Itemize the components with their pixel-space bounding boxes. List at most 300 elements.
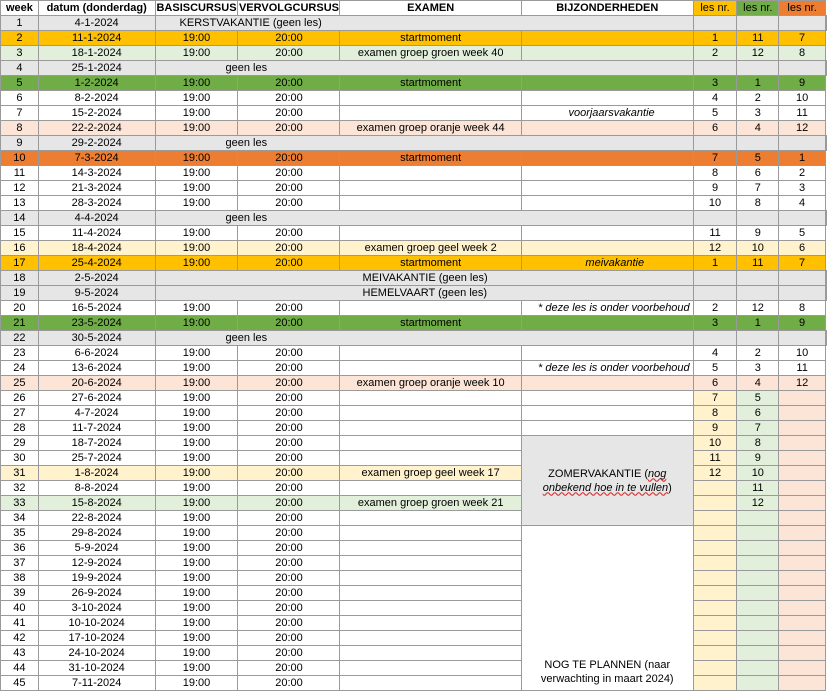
bz-cell	[693, 271, 737, 286]
table-row	[1, 136, 827, 151]
les1-cell	[737, 331, 779, 346]
basis-time-cell: 19:00	[155, 586, 238, 601]
les1-cell: 2	[693, 46, 737, 61]
basis-time-cell: 19:00	[155, 436, 238, 451]
les2-cell: 11	[737, 481, 779, 496]
date-cell: 22-2-2024	[38, 121, 155, 136]
table-row	[1, 586, 827, 601]
week-cell: 36	[1, 541, 39, 556]
les2-cell	[779, 61, 826, 76]
week-cell: 37	[1, 556, 39, 571]
les2-cell: 4	[737, 121, 779, 136]
les2-cell: 9	[737, 226, 779, 241]
basis-time-cell: 19:00	[155, 421, 238, 436]
table-row	[1, 121, 827, 136]
vervolg-time-cell: 20:00	[238, 496, 340, 511]
examen-cell	[340, 406, 521, 421]
basis-time-cell: 19:00	[155, 391, 238, 406]
week-cell: 6	[1, 91, 39, 106]
examen-cell: examen groep groen week 21	[340, 496, 521, 511]
les2-cell: 2	[737, 346, 779, 361]
table-row	[1, 421, 827, 436]
date-cell: 14-3-2024	[38, 166, 155, 181]
les1-cell: 5	[693, 106, 737, 121]
examen-cell: examen groep oranje week 44	[340, 121, 521, 136]
vervolg-time-cell: 20:00	[238, 466, 340, 481]
les2-cell: 9	[737, 451, 779, 466]
examen-cell: examen groep geel week 17	[340, 466, 521, 481]
basis-time-cell: 19:00	[155, 301, 238, 316]
les2-cell: 11	[737, 256, 779, 271]
date-cell: 4-1-2024	[38, 16, 155, 31]
date-cell: 8-2-2024	[38, 91, 155, 106]
les1-cell: 6	[693, 121, 737, 136]
week-cell: 34	[1, 511, 39, 526]
header-week: week	[1, 1, 39, 16]
les2-cell	[737, 601, 779, 616]
basis-time-cell: 19:00	[155, 406, 238, 421]
table-row	[1, 511, 827, 526]
date-cell: 15-2-2024	[38, 106, 155, 121]
table-row	[1, 631, 827, 646]
week-cell: 29	[1, 436, 39, 451]
date-cell: 25-4-2024	[38, 256, 155, 271]
bijzonderheden-cell	[521, 91, 693, 106]
schedule-body	[1, 16, 827, 691]
les3-cell	[826, 286, 827, 301]
table-row	[1, 91, 827, 106]
basis-time-cell: 19:00	[155, 646, 238, 661]
les1-cell	[737, 61, 779, 76]
les2-cell: 6	[737, 166, 779, 181]
les2-cell	[779, 16, 826, 31]
nog-te-plannen-note	[521, 526, 693, 691]
les2-cell: 8	[737, 196, 779, 211]
examen-cell	[340, 361, 521, 376]
vervolg-time-cell: 20:00	[238, 316, 340, 331]
week-cell: 35	[1, 526, 39, 541]
date-cell: 5-9-2024	[38, 541, 155, 556]
date-cell: 25-1-2024	[38, 61, 155, 76]
les1-cell: 10	[693, 436, 737, 451]
table-row	[1, 481, 827, 496]
table-row	[1, 226, 827, 241]
week-cell: 30	[1, 451, 39, 466]
week-cell: 19	[1, 286, 39, 301]
basis-time-cell: 19:00	[155, 631, 238, 646]
examen-cell	[340, 481, 521, 496]
table-row	[1, 166, 827, 181]
les3-cell: 11	[779, 361, 826, 376]
vervolg-time-cell: 20:00	[238, 241, 340, 256]
vervolg-time-cell: 20:00	[238, 391, 340, 406]
les1-cell: 3	[693, 316, 737, 331]
basis-time-cell: 19:00	[155, 496, 238, 511]
table-row	[1, 601, 827, 616]
bz-cell	[693, 331, 737, 346]
les1-cell	[693, 571, 737, 586]
vervolg-time-cell: 20:00	[238, 646, 340, 661]
vervolg-time-cell: 20:00	[238, 616, 340, 631]
week-cell: 8	[1, 121, 39, 136]
table-row	[1, 151, 827, 166]
table-row	[1, 466, 827, 481]
week-cell: 43	[1, 646, 39, 661]
basis-time-cell: 19:00	[155, 106, 238, 121]
date-cell: 10-10-2024	[38, 616, 155, 631]
vervolg-time-cell: 20:00	[238, 106, 340, 121]
bijzonderheden-cell	[521, 76, 693, 91]
date-cell: 11-7-2024	[38, 421, 155, 436]
basis-time-cell: 19:00	[155, 661, 238, 676]
les1-cell	[737, 211, 779, 226]
table-row	[1, 406, 827, 421]
zomervakantie-close: )	[668, 481, 672, 494]
bijzonderheden-cell	[521, 241, 693, 256]
bijzonderheden-cell	[521, 316, 693, 331]
week-cell: 44	[1, 661, 39, 676]
les3-cell	[779, 391, 826, 406]
les2-cell	[737, 616, 779, 631]
les3-cell	[779, 421, 826, 436]
vervolg-time-cell: 20:00	[238, 376, 340, 391]
no-lesson-cell: HEMELVAART (geen les)	[155, 286, 693, 301]
date-cell: 20-6-2024	[38, 376, 155, 391]
les2-cell	[779, 271, 826, 286]
date-cell: 30-5-2024	[38, 331, 155, 346]
week-cell: 11	[1, 166, 39, 181]
date-cell: 18-1-2024	[38, 46, 155, 61]
vervolg-time-cell: 20:00	[238, 421, 340, 436]
examen-cell	[340, 526, 521, 541]
les3-cell: 10	[779, 91, 826, 106]
examen-cell: startmoment	[340, 256, 521, 271]
basis-time-cell: 19:00	[155, 511, 238, 526]
table-row	[1, 76, 827, 91]
date-cell: 24-10-2024	[38, 646, 155, 661]
zomervakantie-note	[521, 436, 693, 526]
examen-cell	[340, 346, 521, 361]
bijzonderheden-cell	[521, 226, 693, 241]
les2-cell: 12	[737, 496, 779, 511]
table-row	[1, 61, 827, 76]
les3-cell	[779, 541, 826, 556]
bijzonderheden-cell	[521, 181, 693, 196]
examen-cell: startmoment	[340, 76, 521, 91]
basis-time-cell: 19:00	[155, 676, 238, 691]
les1-cell: 4	[693, 91, 737, 106]
header-examen: EXAMEN	[340, 1, 521, 16]
les3-cell	[779, 616, 826, 631]
examen-cell	[340, 391, 521, 406]
week-cell: 7	[1, 106, 39, 121]
examen-cell	[340, 571, 521, 586]
week-cell: 15	[1, 226, 39, 241]
date-cell: 12-9-2024	[38, 556, 155, 571]
examen-cell	[340, 436, 521, 451]
table-row	[1, 106, 827, 121]
basis-time-cell: 19:00	[155, 91, 238, 106]
les2-cell: 8	[737, 436, 779, 451]
vervolg-time-cell: 20:00	[238, 361, 340, 376]
vervolg-time-cell: 20:00	[238, 541, 340, 556]
les2-cell	[779, 136, 826, 151]
bijzonderheden-cell	[521, 46, 693, 61]
week-cell: 1	[1, 16, 39, 31]
les3-cell: 3	[779, 181, 826, 196]
les3-cell: 8	[779, 46, 826, 61]
date-cell: 7-3-2024	[38, 151, 155, 166]
examen-cell	[340, 586, 521, 601]
les1-cell: 4	[693, 346, 737, 361]
examen-cell: examen groep groen week 40	[340, 46, 521, 61]
week-cell: 24	[1, 361, 39, 376]
examen-cell	[340, 661, 521, 676]
table-row	[1, 616, 827, 631]
date-cell: 29-8-2024	[38, 526, 155, 541]
week-cell: 10	[1, 151, 39, 166]
basis-time-cell: 19:00	[155, 481, 238, 496]
les1-cell	[693, 541, 737, 556]
vervolg-time-cell: 20:00	[238, 91, 340, 106]
header-les-nr-1: les nr.	[693, 1, 737, 16]
examen-cell	[340, 616, 521, 631]
bijzonderheden-cell	[521, 151, 693, 166]
les2-cell	[737, 631, 779, 646]
vervolg-time-cell: 20:00	[238, 451, 340, 466]
les1-cell: 6	[693, 376, 737, 391]
les1-cell	[737, 286, 779, 301]
table-row	[1, 361, 827, 376]
les3-cell	[826, 211, 827, 226]
examen-cell: startmoment	[340, 316, 521, 331]
week-cell: 39	[1, 586, 39, 601]
date-cell: 29-2-2024	[38, 136, 155, 151]
les2-cell: 5	[737, 391, 779, 406]
les3-cell: 7	[779, 256, 826, 271]
les1-cell: 9	[693, 421, 737, 436]
bz-cell	[693, 16, 737, 31]
examen-cell	[340, 301, 521, 316]
examen-cell	[340, 91, 521, 106]
date-cell: 18-7-2024	[38, 436, 155, 451]
les2-cell	[737, 571, 779, 586]
week-cell: 20	[1, 301, 39, 316]
week-cell: 42	[1, 631, 39, 646]
basis-time-cell: 19:00	[155, 121, 238, 136]
table-row	[1, 271, 827, 286]
les3-cell: 12	[779, 376, 826, 391]
les1-cell	[737, 136, 779, 151]
les1-cell	[693, 646, 737, 661]
no-lesson-cell: geen les	[155, 211, 693, 226]
bz-cell	[693, 61, 737, 76]
examen-cell: startmoment	[340, 31, 521, 46]
examen-cell: startmoment	[340, 151, 521, 166]
table-row	[1, 196, 827, 211]
date-cell: 1-2-2024	[38, 76, 155, 91]
bijzonderheden-cell	[521, 376, 693, 391]
table-row	[1, 256, 827, 271]
week-cell: 32	[1, 481, 39, 496]
week-cell: 4	[1, 61, 39, 76]
basis-time-cell: 19:00	[155, 376, 238, 391]
week-cell: 26	[1, 391, 39, 406]
no-lesson-cell: geen les	[155, 136, 693, 151]
bijzonderheden-cell	[521, 196, 693, 211]
les3-cell	[779, 676, 826, 691]
header-les-nr-2: les nr.	[737, 1, 779, 16]
table-row	[1, 316, 827, 331]
date-cell: 28-3-2024	[38, 196, 155, 211]
zomervakantie-nog: nog	[648, 467, 667, 480]
table-row	[1, 331, 827, 346]
table-row	[1, 556, 827, 571]
examen-cell	[340, 421, 521, 436]
les1-cell	[737, 16, 779, 31]
vervolg-time-cell: 20:00	[238, 406, 340, 421]
date-cell: 23-5-2024	[38, 316, 155, 331]
examen-cell	[340, 226, 521, 241]
examen-cell	[340, 196, 521, 211]
basis-time-cell: 19:00	[155, 361, 238, 376]
basis-time-cell: 19:00	[155, 76, 238, 91]
les3-cell	[779, 526, 826, 541]
examen-cell	[340, 601, 521, 616]
les2-cell: 7	[737, 181, 779, 196]
week-cell: 9	[1, 136, 39, 151]
no-lesson-cell: KERSTVAKANTIE (geen les)	[155, 16, 693, 31]
examen-cell	[340, 511, 521, 526]
vervolg-time-cell: 20:00	[238, 46, 340, 61]
week-cell: 16	[1, 241, 39, 256]
basis-time-cell: 19:00	[155, 241, 238, 256]
date-cell: 17-10-2024	[38, 631, 155, 646]
les1-cell	[693, 661, 737, 676]
les1-cell: 11	[693, 451, 737, 466]
header-vervolgcursus: VERVOLGCURSUS	[238, 1, 339, 14]
bz-cell	[693, 286, 737, 301]
examen-cell	[340, 556, 521, 571]
table-row	[1, 391, 827, 406]
les1-cell: 11	[693, 226, 737, 241]
table-row	[1, 541, 827, 556]
les1-cell: 7	[693, 391, 737, 406]
examen-cell: examen groep oranje week 10	[340, 376, 521, 391]
les2-cell	[737, 556, 779, 571]
vervolg-time-cell: 20:00	[238, 166, 340, 181]
les3-cell: 12	[779, 121, 826, 136]
bijzonderheden-cell	[521, 166, 693, 181]
header-les-nr-3: les nr.	[779, 1, 826, 16]
table-row	[1, 301, 827, 316]
les2-cell	[737, 646, 779, 661]
bz-cell	[693, 211, 737, 226]
les1-cell: 12	[693, 241, 737, 256]
date-cell: 13-6-2024	[38, 361, 155, 376]
date-cell: 4-7-2024	[38, 406, 155, 421]
les2-cell: 5	[737, 151, 779, 166]
table-row	[1, 346, 827, 361]
week-cell: 13	[1, 196, 39, 211]
date-cell: 19-9-2024	[38, 571, 155, 586]
week-cell: 21	[1, 316, 39, 331]
les3-cell: 8	[779, 301, 826, 316]
les2-cell: 1	[737, 316, 779, 331]
les2-cell: 1	[737, 76, 779, 91]
les3-cell	[826, 331, 827, 346]
no-lesson-cell: MEIVAKANTIE (geen les)	[155, 271, 693, 286]
date-cell: 3-10-2024	[38, 601, 155, 616]
examen-cell: examen groep geel week 2	[340, 241, 521, 256]
les1-cell: 2	[693, 301, 737, 316]
bijzonderheden-cell	[521, 31, 693, 46]
bijzonderheden-cell: * deze les is onder voorbehoud	[521, 361, 693, 376]
les3-cell	[779, 631, 826, 646]
les1-cell	[693, 481, 737, 496]
basis-time-cell: 19:00	[155, 571, 238, 586]
vervolg-time-cell: 20:00	[238, 256, 340, 271]
les3-cell	[779, 646, 826, 661]
les2-cell	[737, 511, 779, 526]
les3-cell: 7	[779, 31, 826, 46]
table-row	[1, 286, 827, 301]
basis-time-cell: 19:00	[155, 196, 238, 211]
les3-cell: 6	[779, 241, 826, 256]
basis-time-cell: 19:00	[155, 556, 238, 571]
les2-cell: 12	[737, 301, 779, 316]
week-cell: 31	[1, 466, 39, 481]
vervolg-time-cell: 20:00	[238, 436, 340, 451]
vervolg-time-cell: 20:00	[238, 571, 340, 586]
les3-cell: 9	[779, 316, 826, 331]
vervolg-time-cell: 20:00	[238, 661, 340, 676]
les2-cell: 3	[737, 106, 779, 121]
les1-cell: 5	[693, 361, 737, 376]
les1-cell	[693, 511, 737, 526]
week-cell: 3	[1, 46, 39, 61]
examen-cell	[340, 106, 521, 121]
les1-cell: 1	[693, 256, 737, 271]
les3-cell	[779, 586, 826, 601]
zomervakantie-text	[532, 467, 682, 495]
basis-time-cell: 19:00	[155, 226, 238, 241]
bijzonderheden-cell: * deze les is onder voorbehoud	[521, 301, 693, 316]
examen-cell	[340, 676, 521, 691]
les1-cell	[693, 676, 737, 691]
nog-te-plannen-text: NOG TE PLANNEN (naar verwachting in maart 2024)	[540, 659, 674, 685]
no-lesson-cell: geen les	[155, 331, 693, 346]
table-row	[1, 16, 827, 31]
week-cell: 25	[1, 376, 39, 391]
basis-time-cell: 19:00	[155, 46, 238, 61]
date-cell: 2-5-2024	[38, 271, 155, 286]
date-cell: 22-8-2024	[38, 511, 155, 526]
week-cell: 33	[1, 496, 39, 511]
les2-cell: 6	[737, 406, 779, 421]
table-row	[1, 526, 827, 541]
vervolg-time-cell: 20:00	[238, 601, 340, 616]
les2-cell: 3	[737, 361, 779, 376]
table-row	[1, 31, 827, 46]
vervolg-time-cell: 20:00	[238, 121, 340, 136]
les1-cell	[693, 601, 737, 616]
basis-time-cell: 19:00	[155, 526, 238, 541]
basis-time-cell: 19:00	[155, 541, 238, 556]
basis-time-cell: 19:00	[155, 31, 238, 46]
bijzonderheden-cell	[521, 346, 693, 361]
week-cell: 22	[1, 331, 39, 346]
